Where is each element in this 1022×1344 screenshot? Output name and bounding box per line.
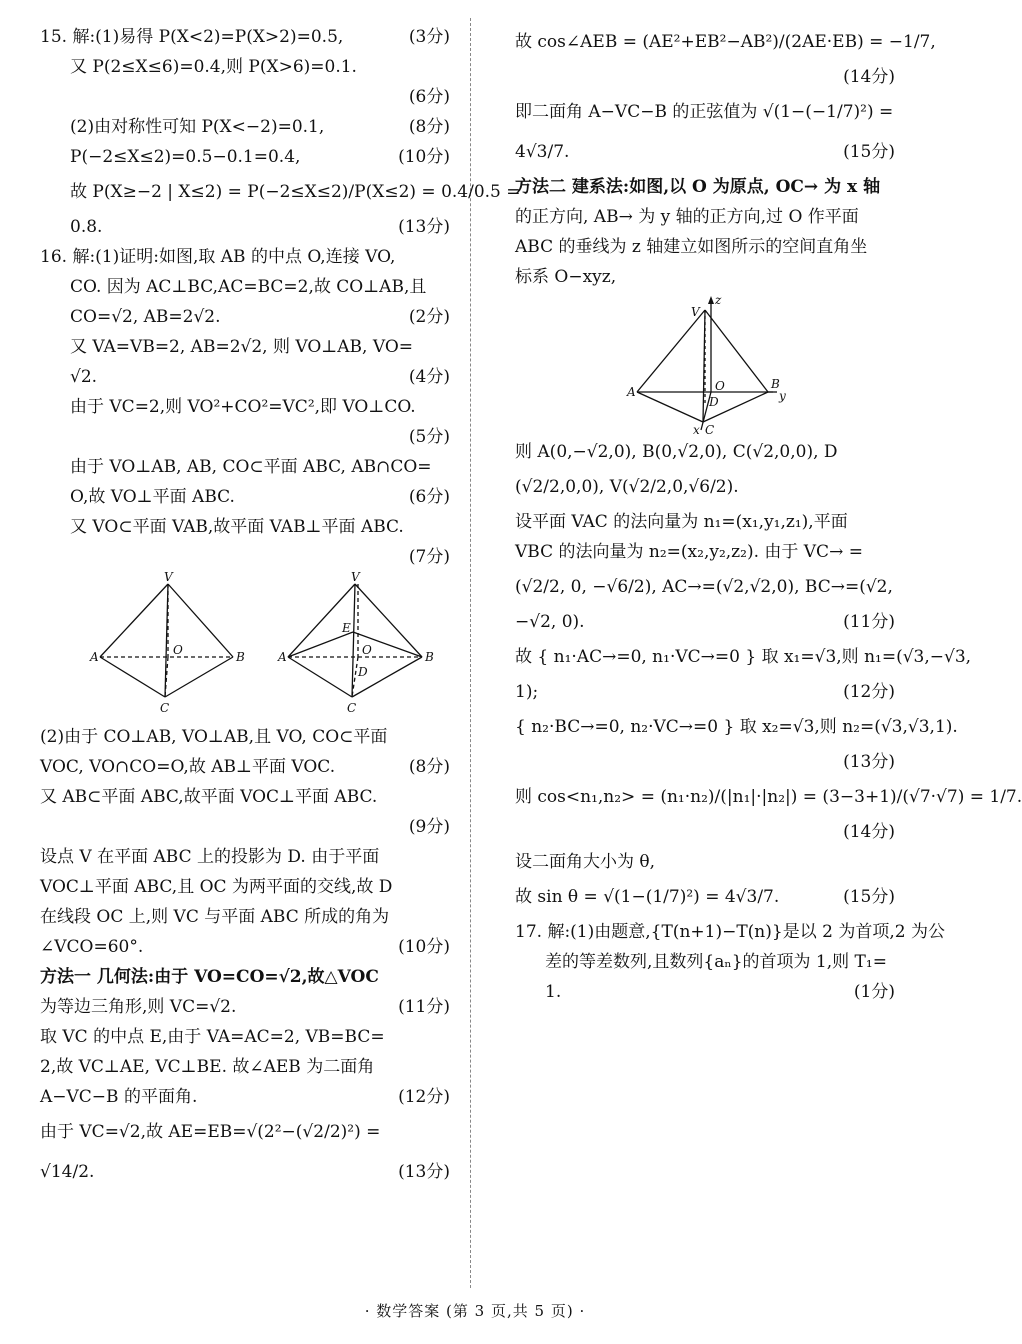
- score: (14分): [843, 67, 895, 87]
- label-c: C: [160, 701, 170, 715]
- text-line: (√2/2,0,0), V(√2/2,0,√6/2).: [515, 477, 739, 497]
- text-line: 又 AB⊂平面 ABC,故平面 VOC⊥平面 ABC.: [40, 787, 378, 807]
- text-line: VOC⊥平面 ABC,且 OC 为两平面的交线,故 D: [40, 877, 393, 897]
- label-a: A: [90, 650, 99, 664]
- text-line: 又 VO⊂平面 VAB,故平面 VAB⊥平面 ABC.: [70, 517, 404, 537]
- text-line: 由于 VC=2,则 VO²+CO²=VC²,即 VO⊥CO.: [70, 397, 416, 417]
- text-line: 则 A(0,−√2,0), B(0,√2,0), C(√2,0,0), D: [515, 442, 838, 462]
- edge: [637, 392, 703, 422]
- text-line: ABC 的垂线为 z 轴建立如图所示的空间直角坐: [515, 237, 868, 257]
- label-e: E: [342, 621, 351, 635]
- text-line: 由于 VO⊥AB, AB, CO⊂平面 ABC, AB∩CO=: [70, 457, 432, 477]
- z-arrow: [708, 296, 714, 304]
- text-line: 17. 解:(1)由题意,{T(n+1)−T(n)}是以 2 为首项,2 为公: [515, 922, 945, 942]
- text-line: 0.8. (13分): [70, 217, 450, 237]
- text-line: O,故 VO⊥平面 ABC. (6分): [70, 487, 450, 507]
- score: (7分): [408, 547, 450, 567]
- text-line: (2)由对称性可知 P(X<−2)=0.1, (8分): [70, 117, 450, 137]
- label-z: z: [715, 293, 722, 307]
- text-line: 2,故 VC⊥AE, VC⊥BE. 故∠AEB 为二面角: [40, 1057, 375, 1077]
- text-line: 1. (1分): [545, 982, 895, 1002]
- text-line: √2. (4分): [70, 367, 450, 387]
- text-line: 1); (12分): [515, 682, 895, 702]
- label-o: O: [173, 643, 183, 657]
- text-line: 取 VC 的中点 E,由于 VA=AC=2, VB=BC=: [40, 1027, 385, 1047]
- text-line: 又 P(2≤X≤6)=0.4,则 P(X>6)=0.1.: [70, 57, 357, 77]
- text-line: 方法二 建系法:如图,以 O 为原点, OC→ 为 x 轴: [515, 177, 881, 197]
- text-line: 方法一 几何法:由于 VO=CO=√2,故△VOC: [40, 967, 379, 987]
- text-line: 标系 O−xyz,: [515, 267, 617, 287]
- coordinate-figure: [515, 292, 895, 437]
- text-line: 设平面 VAC 的法向量为 n₁=(x₁,y₁,z₁),平面: [515, 512, 848, 532]
- label-c: C: [705, 423, 715, 437]
- text-line: VOC, VO∩CO=O,故 AB⊥平面 VOC. (8分): [40, 757, 450, 777]
- label-v: V: [351, 570, 360, 584]
- score: (5分): [408, 427, 450, 447]
- text-line: CO. 因为 AC⊥BC,AC=BC=2,故 CO⊥AB,且: [70, 277, 427, 297]
- text-line: 差的等差数列,且数列{aₙ}的首项为 1,则 T₁=: [545, 952, 887, 972]
- text-line: √14/2. (13分): [40, 1162, 450, 1182]
- edge: [165, 657, 233, 697]
- label-y: y: [779, 389, 786, 403]
- text-line: A−VC−B 的平面角. (12分): [40, 1087, 450, 1107]
- edge: [288, 632, 353, 657]
- right-column: [515, 22, 1022, 1007]
- score: (6分): [408, 87, 450, 107]
- text-line: 故 { n₁·AC→=0, n₁·VC→=0 } 取 x₁=√3,则 n₁=(√3,−√3,: [515, 647, 972, 667]
- text-line: 为等边三角形,则 VC=√2. (11分): [40, 997, 450, 1017]
- edge: [100, 584, 168, 657]
- label-v: V: [691, 305, 700, 319]
- label-b: B: [236, 650, 245, 664]
- label-v: V: [164, 570, 173, 584]
- label-o: O: [362, 643, 372, 657]
- label-b: B: [771, 377, 780, 391]
- text-line: ∠VCO=60°. (10分): [40, 937, 450, 957]
- text-line: 故 cos∠AEB = (AE²+EB²−AB²)/(2AE·EB) = −1/7,: [515, 32, 936, 52]
- label-o: O: [715, 379, 725, 393]
- text-line: 16. 解:(1)证明:如图,取 AB 的中点 O,连接 VO,: [40, 247, 396, 267]
- text-line: (2)由于 CO⊥AB, VO⊥AB,且 VO, CO⊂平面: [40, 727, 388, 747]
- text-line: 4√3/7. (15分): [515, 142, 895, 162]
- label-d: D: [358, 665, 368, 679]
- label-a: A: [627, 385, 636, 399]
- label-x: x: [693, 423, 700, 437]
- text-line: { n₂·BC→=0, n₂·VC→=0 } 取 x₂=√3,则 n₂=(√3,√3,1).: [515, 717, 958, 737]
- text-line: 又 VA=VB=2, AB=2√2, 则 VO⊥AB, VO=: [70, 337, 414, 357]
- text-line: 由于 VC=√2,故 AE=EB=√(2²−(√2/2)²) =: [40, 1122, 381, 1142]
- page-footer: · 数学答案 (第 3 页,共 5 页) ·: [364, 1302, 586, 1320]
- text-line: 即二面角 A−VC−B 的正弦值为 √(1−(−1/7)²) =: [515, 102, 894, 122]
- text-line: P(−2≤X≤2)=0.5−0.1=0.4, (10分): [70, 147, 450, 167]
- text-line: (√2/2, 0, −√6/2), AC→=(√2,√2,0), BC→=(√2,: [515, 577, 893, 597]
- edge: [288, 657, 352, 697]
- score: (9分): [408, 817, 450, 837]
- text-line: 设二面角大小为 θ,: [515, 852, 656, 872]
- score: (14分): [843, 822, 895, 842]
- text-line: 的正方向, AB→ 为 y 轴的正方向,过 O 作平面: [515, 207, 859, 227]
- edge: [637, 310, 705, 392]
- score: (13分): [843, 752, 895, 772]
- text-line: 故 sin θ = √(1−(1/7)²) = 4√3/7. (15分): [515, 887, 895, 907]
- label-c: C: [347, 701, 357, 715]
- label-a: A: [278, 650, 287, 664]
- edge: [100, 657, 165, 697]
- text-line: 故 P(X≥−2 | X≤2) = P(−2≤X≤2)/P(X≤2) = 0.4/0.5 =: [70, 182, 521, 202]
- tetrahedron-figures: [40, 572, 450, 722]
- text-line: VBC 的法向量为 n₂=(x₂,y₂,z₂). 由于 VC→ =: [515, 542, 863, 562]
- label-b: B: [425, 650, 434, 664]
- left-column: [40, 22, 521, 1192]
- text-line: 在线段 OC 上,则 VC 与平面 ABC 所成的角为: [40, 907, 390, 927]
- text-line: CO=√2, AB=2√2. (2分): [70, 307, 450, 327]
- text-line: 15. 解:(1)易得 P(X<2)=P(X>2)=0.5, (3分): [40, 27, 450, 47]
- text-line: 则 cos<n₁,n₂> = (n₁·n₂)/(|n₁|·|n₂|) = (3−3+1)/(√7·√7) = 1/7.: [515, 787, 1022, 807]
- label-d: D: [709, 395, 719, 409]
- text-line: 设点 V 在平面 ABC 上的投影为 D. 由于平面: [40, 847, 380, 867]
- text-line: −√2, 0). (11分): [515, 612, 895, 632]
